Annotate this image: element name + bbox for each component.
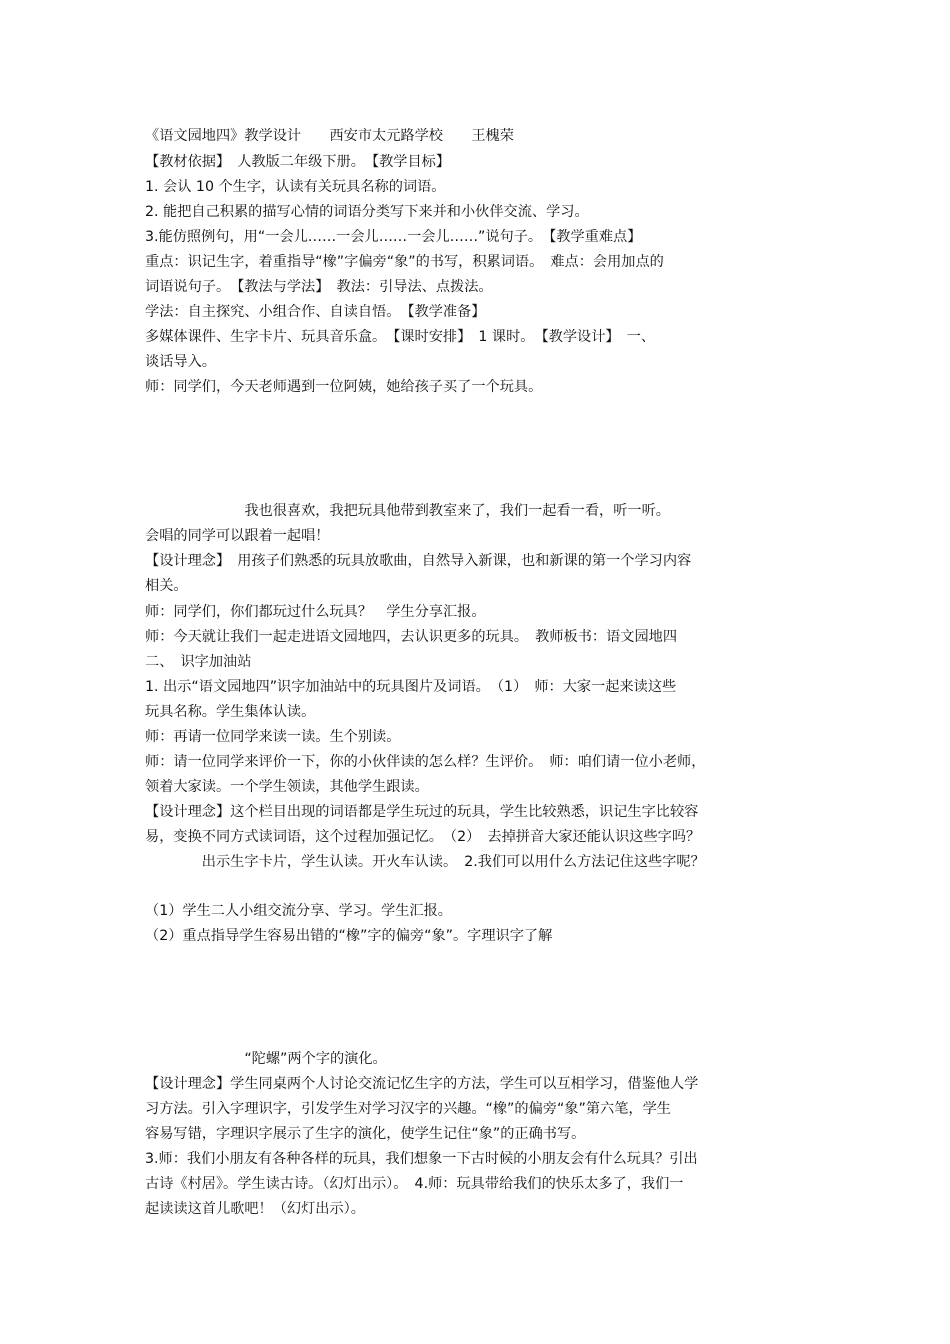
text-line: 出示生字卡片，学生认读。开火车认读。 2.我们可以用什么方法记住这些字呢？ [145, 854, 705, 870]
text-line: 3.能仿照例句，用“一会儿……一会儿……一会儿……”说句子。 【教学重难点】 [145, 229, 642, 245]
text-line: 古诗《村居》。学生读古诗。（幻灯出示）。 4.师：玩具带给我们的快乐太多了，我们一 [145, 1176, 684, 1192]
text-line: 玩具名称。学生集体认读。 [145, 704, 316, 720]
text-line: 3.师：我们小朋友有各种各样的玩具，我们想象一下古时候的小朋友会有什么玩具？引出 [145, 1151, 698, 1167]
text-line: 多媒体课件、生字卡片、玩具音乐盒。 【课时安排】 1 课时。 【教学设计】 一、 [145, 329, 656, 345]
text-line: “陀螺”两个字的演化。 [145, 1051, 387, 1067]
section-heading: 二、 识字加油站 [145, 654, 252, 670]
text-line: 谈话导入。 [145, 354, 216, 370]
text-line: 相关。 [145, 578, 188, 594]
text-line: 1. 会认 10 个生字，认读有关玩具名称的词语。 [145, 179, 446, 195]
text-line: 起读读这首儿歌吧！（幻灯出示）。 [145, 1201, 365, 1217]
text-line: 师：再请一位同学来读一读。生个别读。 [145, 729, 401, 745]
text-line: 重点：识记生字，着重指导“橡”字偏旁“象”的书写，积累词语。 难点：会用加点的 [145, 254, 664, 270]
text-line: 【教材依据】 人教版二年级下册。 【教学目标】 [145, 154, 451, 170]
text-line: 【设计理念】这个栏目出现的词语都是学生玩过的玩具，学生比较熟悉，识记生字比较容 [145, 804, 699, 820]
text-line: 会唱的同学可以跟着一起唱！ [145, 528, 330, 544]
text-line: 容易写错，字理识字展示了生字的演化，使学生记住“象”的正确书写。 [145, 1126, 586, 1142]
text-line: 师：今天就让我们一起走进语文园地四，去认识更多的玩具。 教师板书：语文园地四 [145, 629, 678, 645]
text-line: 易，变换不同方式读词语，这个过程加强记忆。 （2） 去掉拼音大家还能认识这些字吗？ [145, 829, 701, 845]
text-line: 【设计理念】 用孩子们熟悉的玩具放歌曲，自然导入新课，也和新课的第一个学习内容 [145, 553, 692, 569]
text-line: （2）重点指导学生容易出错的“橡”字的偏旁“象”。字理识字了解 [145, 928, 553, 944]
text-line: 我也很喜欢，我把玩具他带到教室来了，我们一起看一看，听一听。 [145, 503, 670, 519]
text-line: 【设计理念】学生同桌两个人讨论交流记忆生字的方法，学生可以互相学习，借鉴他人学 [145, 1076, 699, 1092]
text-line: 领着大家读。一个学生领读，其他学生跟读。 [145, 779, 429, 795]
document-title: 《语文园地四》教学设计 西安市太元路学校 王槐荣 [145, 128, 514, 144]
text-line: 1. 出示“语文园地四”识字加油站中的玩具图片及词语。 （1） 师：大家一起来读这些 [145, 679, 677, 695]
text-line: 师：同学们，今天老师遇到一位阿姨，她给孩子买了一个玩具。 [145, 379, 543, 395]
text-line: 学法：自主探究、小组合作、自读自悟。 【教学准备】 [145, 304, 486, 320]
text-line: 2. 能把自己积累的描写心情的词语分类写下来并和小伙伴交流、学习。 [145, 204, 589, 220]
text-line: 习方法。引入字理识字，引发学生对学习汉字的兴趣。“橡”的偏旁“象”第六笔，学生 [145, 1101, 671, 1117]
text-line: （1）学生二人小组交流分享、学习。学生汇报。 [145, 903, 452, 919]
text-line: 师：同学们，你们都玩过什么玩具？ 学生分享汇报。 [145, 604, 486, 620]
text-line: 词语说句子。 【教法与学法】 教法：引导法、点拨法。 [145, 279, 493, 295]
text-line: 师：请一位同学来评价一下，你的小伙伴读的怎么样？生评价。 师：咱们请一位小老师， [145, 754, 706, 770]
